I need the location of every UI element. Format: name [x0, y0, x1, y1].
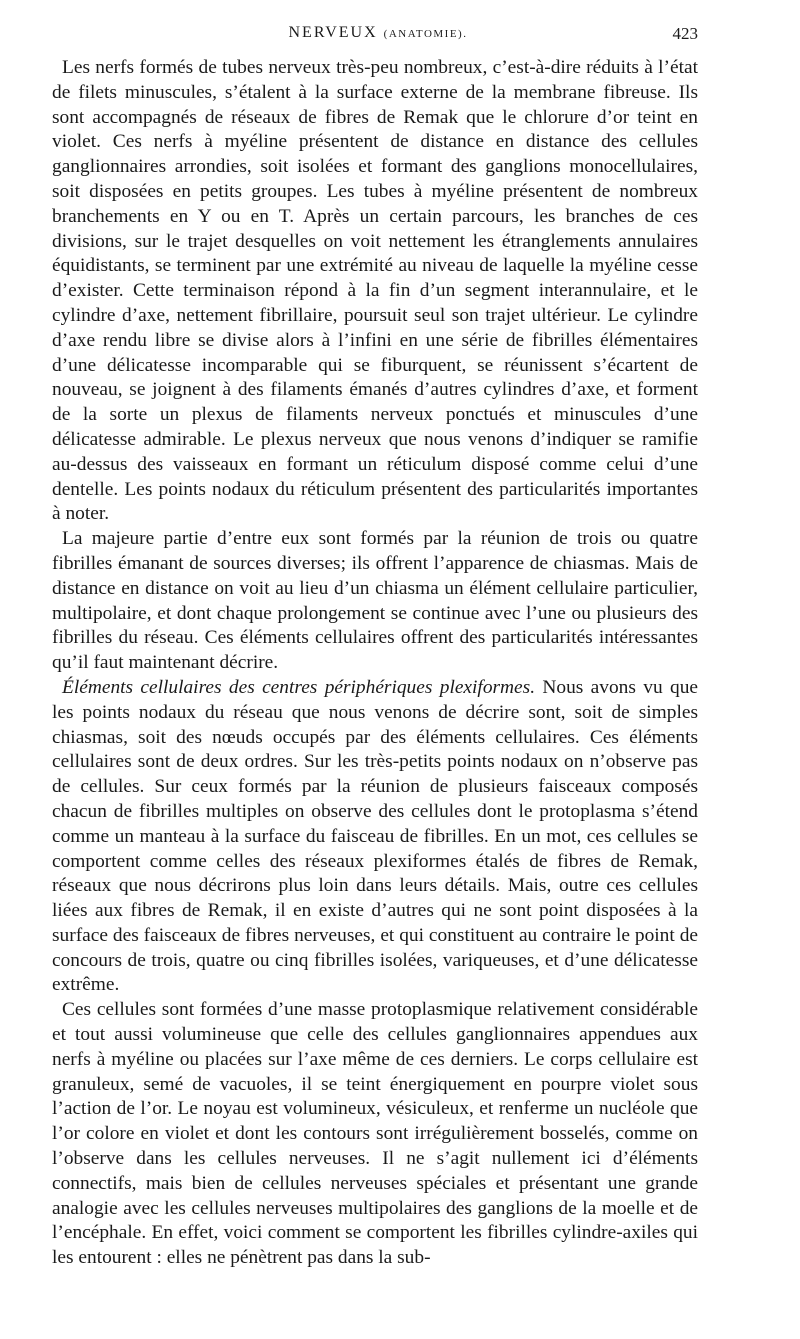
- paragraph-1: Les nerfs formés de tubes nerveux très-peu nombreux, c’est-à-dire réduits à l’état de filets minuscules, s’étalent à la surface externe de la membrane fibreuse. Ils sont accompagnés de réseaux de fibres de Remak que le chlorure d’or teint en violet. Ces nerfs à myéline présentent de distance en distance des cellules ganglionnaires arrondies, soit isolées et formant des ganglions monocellulaires, soit disposées en petits groupes. Les tubes à myéline présentent de nombreux branchements en Y ou en T. Après un certain parcours, les branches de ces divisions, sur le trajet desquelles on voit nettement les étranglements annulaires équidistants, se terminent par une extrémité au niveau de laquelle la myéline cesse d’exister. Cette terminaison répond à la fin d’un segment interannulaire, et le cylindre d’axe, nettement fibrillaire, poursuit seul son trajet ultérieur. Le cylindre d’axe rendu libre se divise alors à l’infini en une série de fibrilles élémentaires d’une délicatesse incomparable qui se fiburquent, se réunissent s’écartent de nouveau, se joignent à des filaments émanés d’autres cylindres d’axe, et forment de la sorte un plexus de filaments nerveux ponctués et minuscules d’une délicatesse admirable. Le plexus nerveux que nous venons d’indiquer se ramifie au-dessus des vaisseaux en formant un réticulum disposé comme celui d’une dentelle. Les points nodaux du réticulum présentent des particularités importantes à noter.: [52, 57, 698, 525]
- body-text: [52, 56, 698, 1271]
- running-head-subtitle: (ANATOMIE).: [383, 28, 468, 40]
- running-head: [58, 24, 698, 42]
- section-heading: Éléments cellulaires des centres périphériques plexiformes.: [62, 676, 536, 698]
- paragraph-4: Ces cellules sont formées d’une masse protoplasmique relativement considérable et tout aussi volumineuse que celle des cellules ganglionnaires appendues aux nerfs à myéline ou placées sur l’axe même de ces derniers. Le corps cellulaire est granuleux, semé de vacuoles, il se teint énergiquement en pourpre violet sous l’action de l’or. Le noyau est volumineux, vésiculeux, et renferme un nucléole que l’or colore en violet et dont les contours sont irrégulièrement bosselés, comme on l’observe dans les cellules nerveuses. Il ne s’agit nullement ici d’éléments connectifs, mais bien de cellules nerveuses spéciales et présentant une grande analogie avec les cellules nerveuses multipolaires des ganglions de la moelle et de l’encéphale. En effet, voici comment se comportent les fibrilles cylindre-axiles qui les entourent : elles ne pénètrent pas dans la sub-: [52, 999, 698, 1269]
- page-header: [58, 24, 698, 54]
- paragraph-3-text: Nous avons vu que les points nodaux du réseau que nous venons de décrire sont, soit de simples chiasmas, soit des nœuds occupés par des éléments cellulaires. Ces éléments cellulaires sont de deux ordres. Sur les très-petits points nodaux on n’observe pas de cellules. Sur ceux formés par la réunion de plusieurs faisceaux composés chacun de fibrilles multiples on observe des cellules dont le protoplasma s’étend comme un manteau à la surface du faisceau de fibrilles. En un mot, ces cellules se comportent comme celles des réseaux plexiformes étalés de fibres de Remak, réseaux que nous décrirons plus loin dans leurs détails. Mais, outre ces cellules liées aux fibres de Remak, il en existe d’autres qui ne sont point disposées à la surface des faisceaux de fibres nerveuses, et qui constituent au contraire le point de concours de trois, quatre ou cinq fibrilles isolées, variqueuses, et d’une délicatesse extrême.: [52, 676, 698, 996]
- page-number: 423: [672, 24, 698, 43]
- paragraph-3: [52, 676, 698, 998]
- running-head-title: NERVEUX: [288, 24, 378, 41]
- paragraph-2: La majeure partie d’entre eux sont formés par la réunion de trois ou quatre fibrilles émanant de sources diverses; ils offrent l’apparence de chiasmas. Mais de distance en distance on voit au lieu d’un chiasma un élément cellulaire particulier, multipolaire, et dont chaque prolongement se continue avec l’une ou plusieurs des fibrilles du réseau. Ces éléments cellulaires offrent des particularités intéressantes qu’il faut maintenant décrire.: [52, 528, 698, 674]
